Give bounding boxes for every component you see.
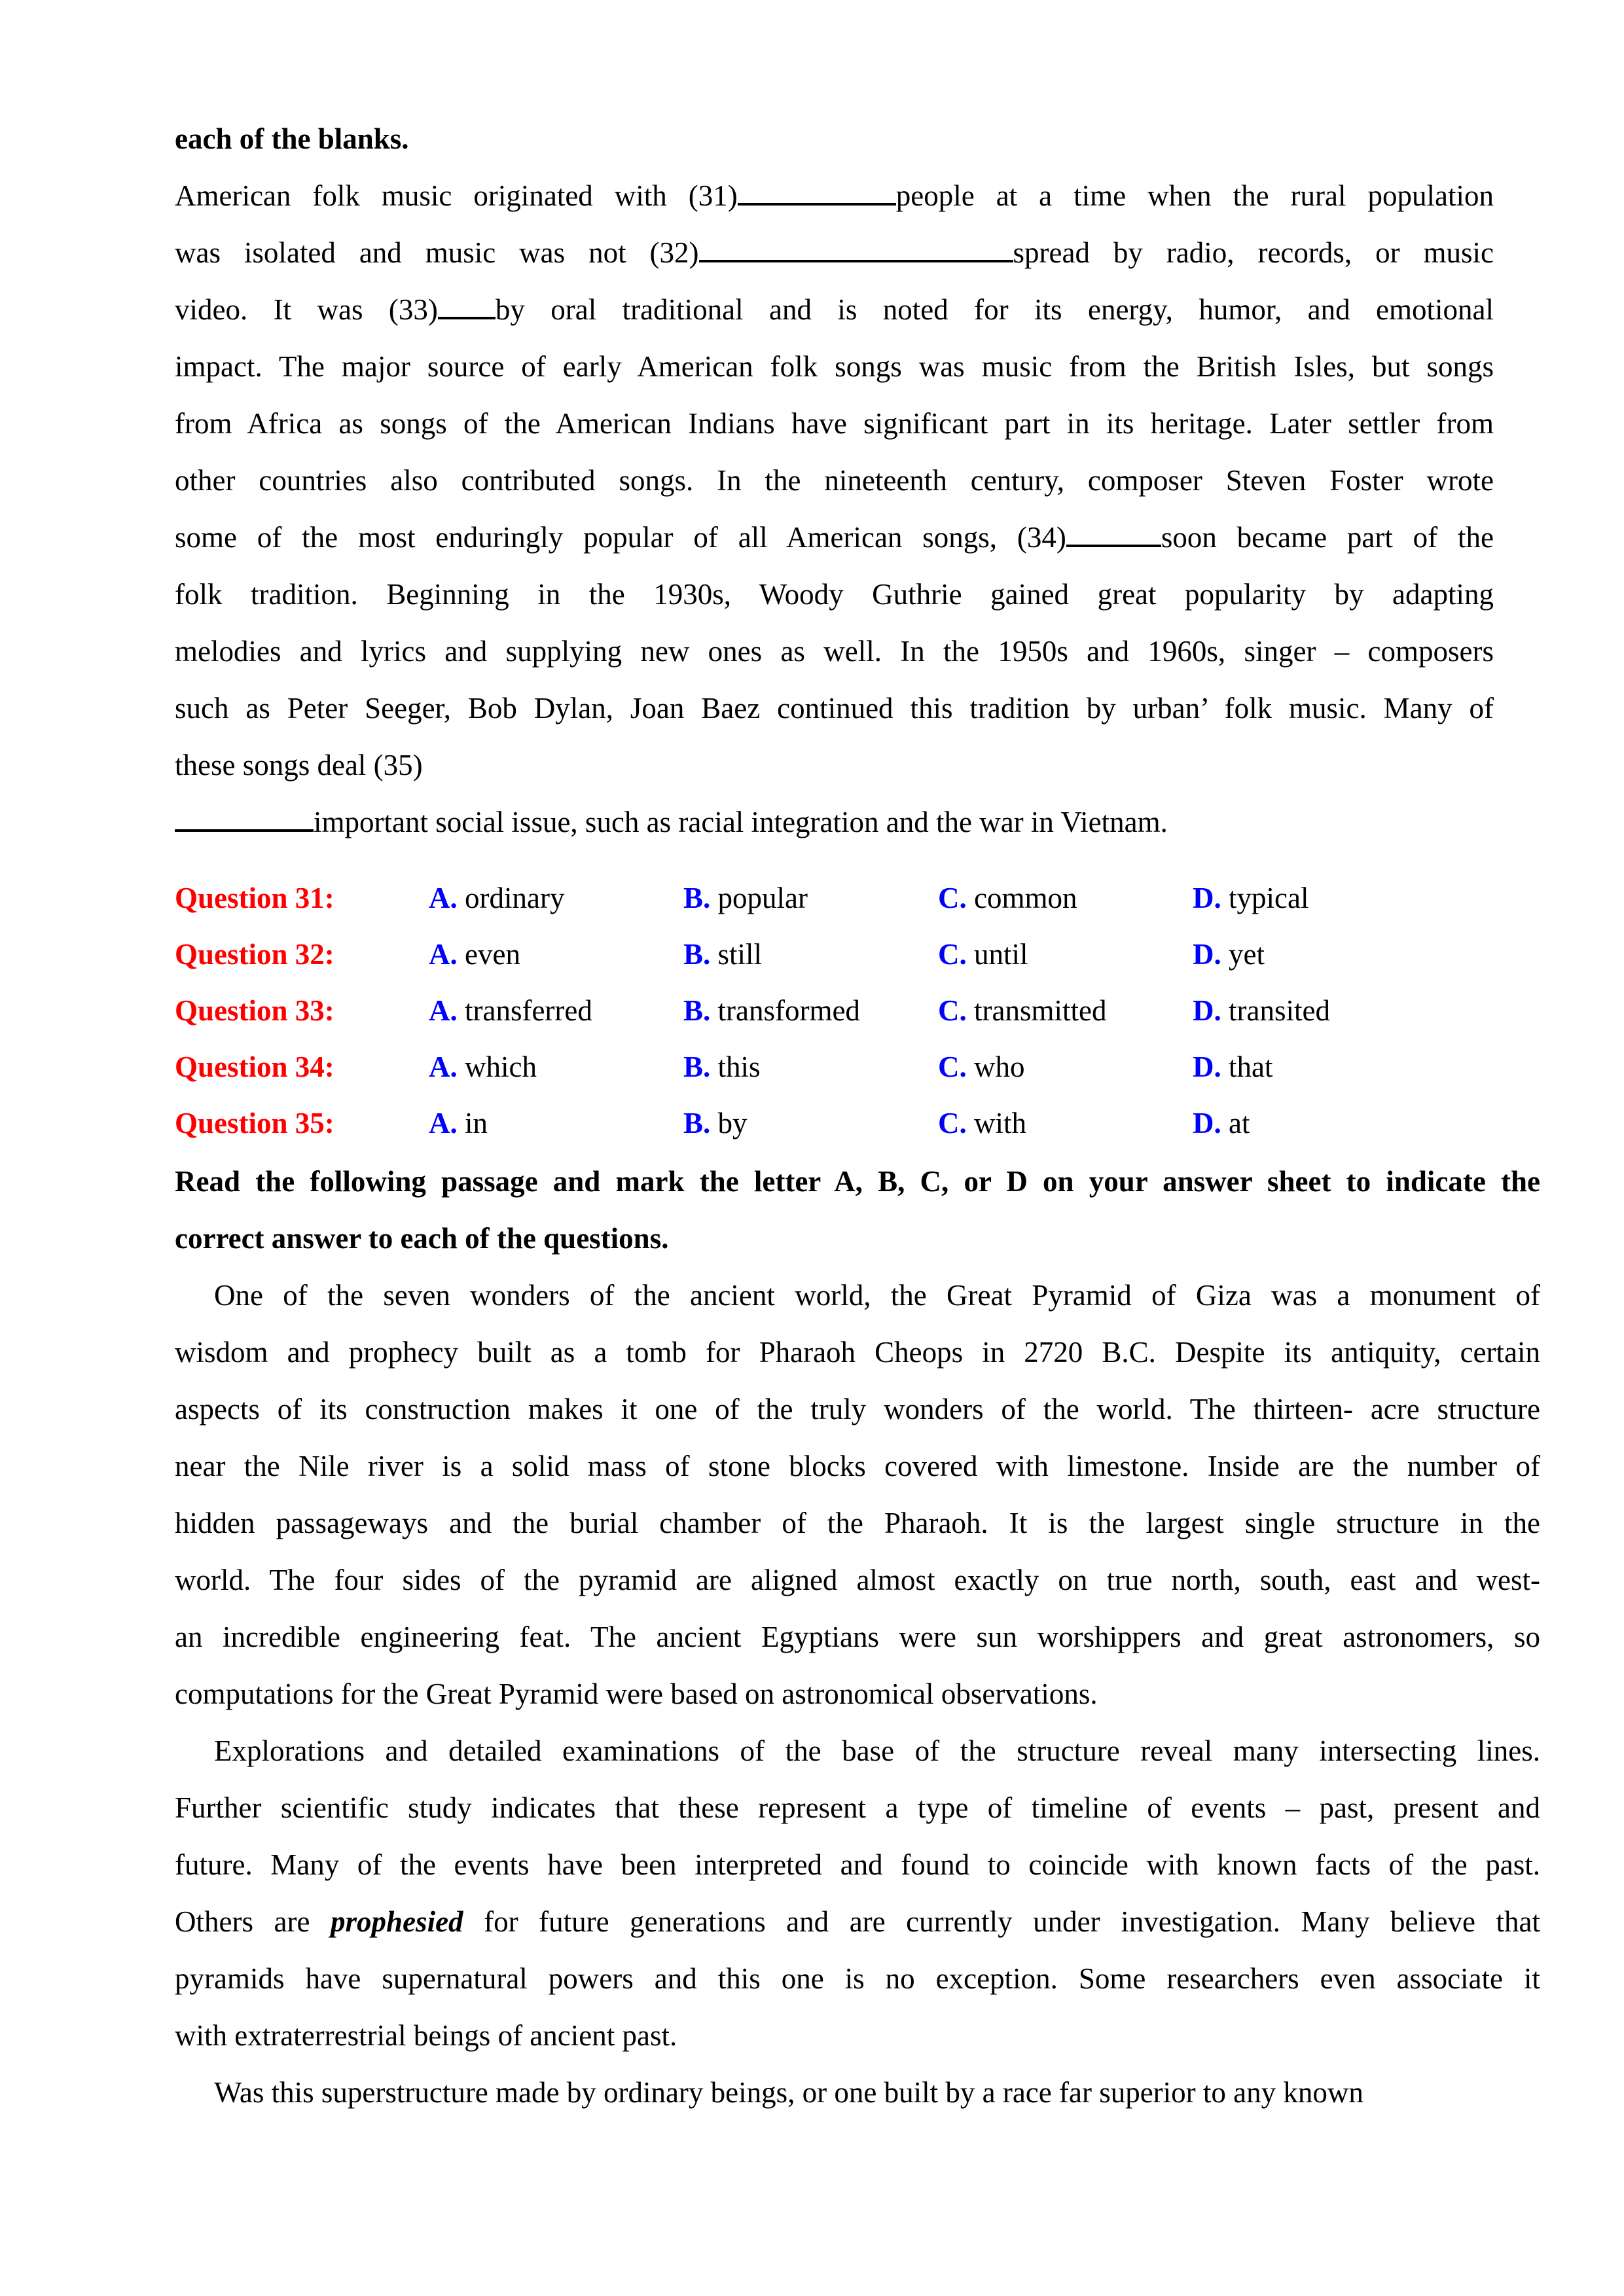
option-c[interactable] [938, 1109, 1026, 1138]
cloze-line-11: these songs deal (35) [175, 749, 423, 781]
option-text: popular [717, 882, 808, 914]
option-c[interactable] [938, 996, 1106, 1026]
option-text: who [974, 1050, 1025, 1083]
reading-line-15: Was this superstructure made by ordinary beings, or one built by a race far superior to any known [214, 2076, 1363, 2109]
blank-32[interactable] [699, 259, 1013, 262]
reading-line-13: pyramids have supernatural powers and this one is no exception. Some researchers even associate it [175, 1962, 1540, 1995]
cloze-line-4: impact. The major source of early American folk songs was music from the British Isles, but songs [175, 350, 1494, 383]
cloze-line-6: other countries also contributed songs. In the nineteenth century, composer Steven Foster wrote [175, 464, 1494, 497]
option-text: which [465, 1050, 537, 1083]
option-letter: D. [1193, 938, 1221, 971]
question-label: Question 31: [175, 882, 334, 914]
reading-line-14: with extraterrestrial beings of ancient past. [175, 2019, 677, 2052]
option-text: typical [1229, 882, 1309, 914]
option-text: transited [1229, 994, 1330, 1027]
reading-line-4: near the Nile river is a solid mass of stone blocks covered with limestone. Inside are the number of [175, 1450, 1540, 1482]
question-label: Question 35: [175, 1107, 334, 1139]
option-letter: C. [938, 994, 967, 1027]
reading-line-5: hidden passageways and the burial chamber of the Pharaoh. It is the largest single structure in the [175, 1507, 1540, 1539]
option-d[interactable] [1193, 1109, 1250, 1138]
reading-line-10: Further scientific study indicates that these represent a type of timeline of events – past, present and [175, 1791, 1540, 1824]
reading-line-6: world. The four sides of the pyramid are aligned almost exactly on true north, south, east and west- [175, 1564, 1540, 1596]
cloze-line-3 [175, 295, 1494, 325]
option-letter: B. [683, 1050, 711, 1083]
reading-line-1: One of the seven wonders of the ancient world, the Great Pyramid of Giza was a monument of [214, 1279, 1540, 1312]
option-c[interactable] [938, 1052, 1025, 1082]
reading-line-8: computations for the Great Pyramid were based on astronomical observations. [175, 1677, 1098, 1710]
option-text: with [974, 1107, 1027, 1139]
reading-line-11: future. Many of the events have been interpreted and found to coincide with known facts of the past. [175, 1848, 1540, 1881]
cloze-text: video. It was (33) [175, 293, 438, 326]
cloze-text: spread by radio, records, or music [1013, 236, 1494, 269]
question-34 [175, 1052, 1540, 1085]
option-b[interactable] [683, 940, 762, 969]
option-letter: A. [429, 938, 458, 971]
blank-33[interactable] [438, 316, 496, 319]
cloze-line-5: from Africa as songs of the American Indians have significant part in its heritage. Later settler from [175, 407, 1494, 440]
option-letter: C. [938, 1050, 967, 1083]
cloze-text: some of the most enduringly popular of all American songs, (34) [175, 521, 1066, 554]
option-a[interactable] [429, 940, 520, 969]
option-letter: B. [683, 938, 711, 971]
cloze-text: important social issue, such as racial integration and the war in Vietnam. [314, 806, 1168, 838]
option-d[interactable] [1193, 1052, 1272, 1082]
option-a[interactable] [429, 884, 564, 913]
option-c[interactable] [938, 884, 1077, 913]
option-letter: A. [429, 882, 458, 914]
blank-31[interactable] [738, 202, 896, 206]
cloze-line-1 [175, 181, 1494, 211]
cloze-text: people at a time when the rural population [895, 179, 1494, 212]
option-letter: B. [683, 1107, 711, 1139]
option-text: in [465, 1107, 488, 1139]
question-35 [175, 1109, 1540, 1141]
option-letter: C. [938, 1107, 967, 1139]
cloze-line-9: melodies and lyrics and supplying new ones as well. In the 1950s and 1960s, singer – composers [175, 635, 1494, 668]
option-text: transferred [465, 994, 592, 1027]
reading-line-7: an incredible engineering feat. The ancient Egyptians were sun worshippers and great astronomers, so [175, 1621, 1540, 1653]
option-b[interactable] [683, 1052, 761, 1082]
option-letter: A. [429, 994, 458, 1027]
reading-line-2: wisdom and prophecy built as a tomb for Pharaoh Cheops in 2720 B.C. Despite its antiquity, certain [175, 1336, 1540, 1369]
option-letter: A. [429, 1107, 458, 1139]
cloze-text: was isolated and music was not (32) [175, 236, 699, 269]
option-letter: D. [1193, 1050, 1221, 1083]
question-33 [175, 996, 1540, 1029]
reading-text: for future generations and are currently under investigation. Many believe that [463, 1905, 1541, 1938]
reading-line-12 [175, 1907, 1540, 1937]
blank-34[interactable] [1066, 544, 1161, 547]
option-a[interactable] [429, 1109, 488, 1138]
cloze-text: soon became part of the [1161, 521, 1494, 554]
question-label: Question 34: [175, 1050, 334, 1083]
reading-line-9: Explorations and detailed examinations of the base of the structure reveal many intersecting lines. [214, 1734, 1540, 1767]
question-label: Question 33: [175, 994, 334, 1027]
reading-line-3: aspects of its construction makes it one of the truly wonders of the world. The thirteen- acre structure [175, 1393, 1540, 1426]
option-letter: B. [683, 994, 711, 1027]
option-text: still [717, 938, 763, 971]
option-text: by [717, 1107, 748, 1139]
option-letter: C. [938, 882, 967, 914]
option-text: transformed [717, 994, 860, 1027]
cloze-line-8: folk tradition. Beginning in the 1930s, Woody Guthrie gained great popularity by adapting [175, 578, 1494, 611]
reading-text: Others are [175, 1905, 331, 1938]
option-letter: D. [1193, 1107, 1221, 1139]
option-text: yet [1229, 938, 1265, 971]
option-text: at [1229, 1107, 1250, 1139]
option-text: this [717, 1050, 761, 1083]
option-b[interactable] [683, 884, 808, 913]
reading-instruction-line-2: correct answer to each of the questions. [175, 1222, 669, 1255]
cloze-text: American folk music originated with (31) [175, 179, 738, 212]
option-text: ordinary [465, 882, 565, 914]
question-label: Question 32: [175, 938, 334, 971]
option-text: that [1229, 1050, 1273, 1083]
option-d[interactable] [1193, 996, 1330, 1026]
option-letter: D. [1193, 994, 1221, 1027]
cloze-text: by oral traditional and is noted for its energy, humor, and emotional [495, 293, 1494, 326]
option-c[interactable] [938, 940, 1028, 969]
cloze-line-10: such as Peter Seeger, Bob Dylan, Joan Baez continued this tradition by urban’ folk music. Many of [175, 692, 1494, 725]
option-text: until [974, 938, 1028, 971]
blank-35[interactable] [175, 829, 314, 832]
option-letter: D. [1193, 882, 1221, 914]
option-letter: B. [683, 882, 711, 914]
cloze-line-12 [175, 808, 1168, 837]
cloze-line-2 [175, 238, 1494, 268]
question-31 [175, 884, 1540, 916]
option-letter: C. [938, 938, 967, 971]
emphasized-word: prophesied [331, 1905, 463, 1938]
option-letter: A. [429, 1050, 458, 1083]
option-b[interactable] [683, 1109, 748, 1138]
option-b[interactable] [683, 996, 860, 1026]
question-32 [175, 940, 1540, 973]
option-d[interactable] [1193, 940, 1265, 969]
cloze-line-7 [175, 523, 1494, 552]
cloze-instruction-tail: each of the blanks. [175, 122, 409, 155]
option-text: transmitted [974, 994, 1107, 1027]
option-a[interactable] [429, 1052, 537, 1082]
option-text: even [465, 938, 520, 971]
option-d[interactable] [1193, 884, 1308, 913]
option-a[interactable] [429, 996, 592, 1026]
option-text: common [974, 882, 1077, 914]
reading-instruction-line-1: Read the following passage and mark the letter A, B, C, or D on your answer sheet to indicate the [175, 1165, 1540, 1198]
